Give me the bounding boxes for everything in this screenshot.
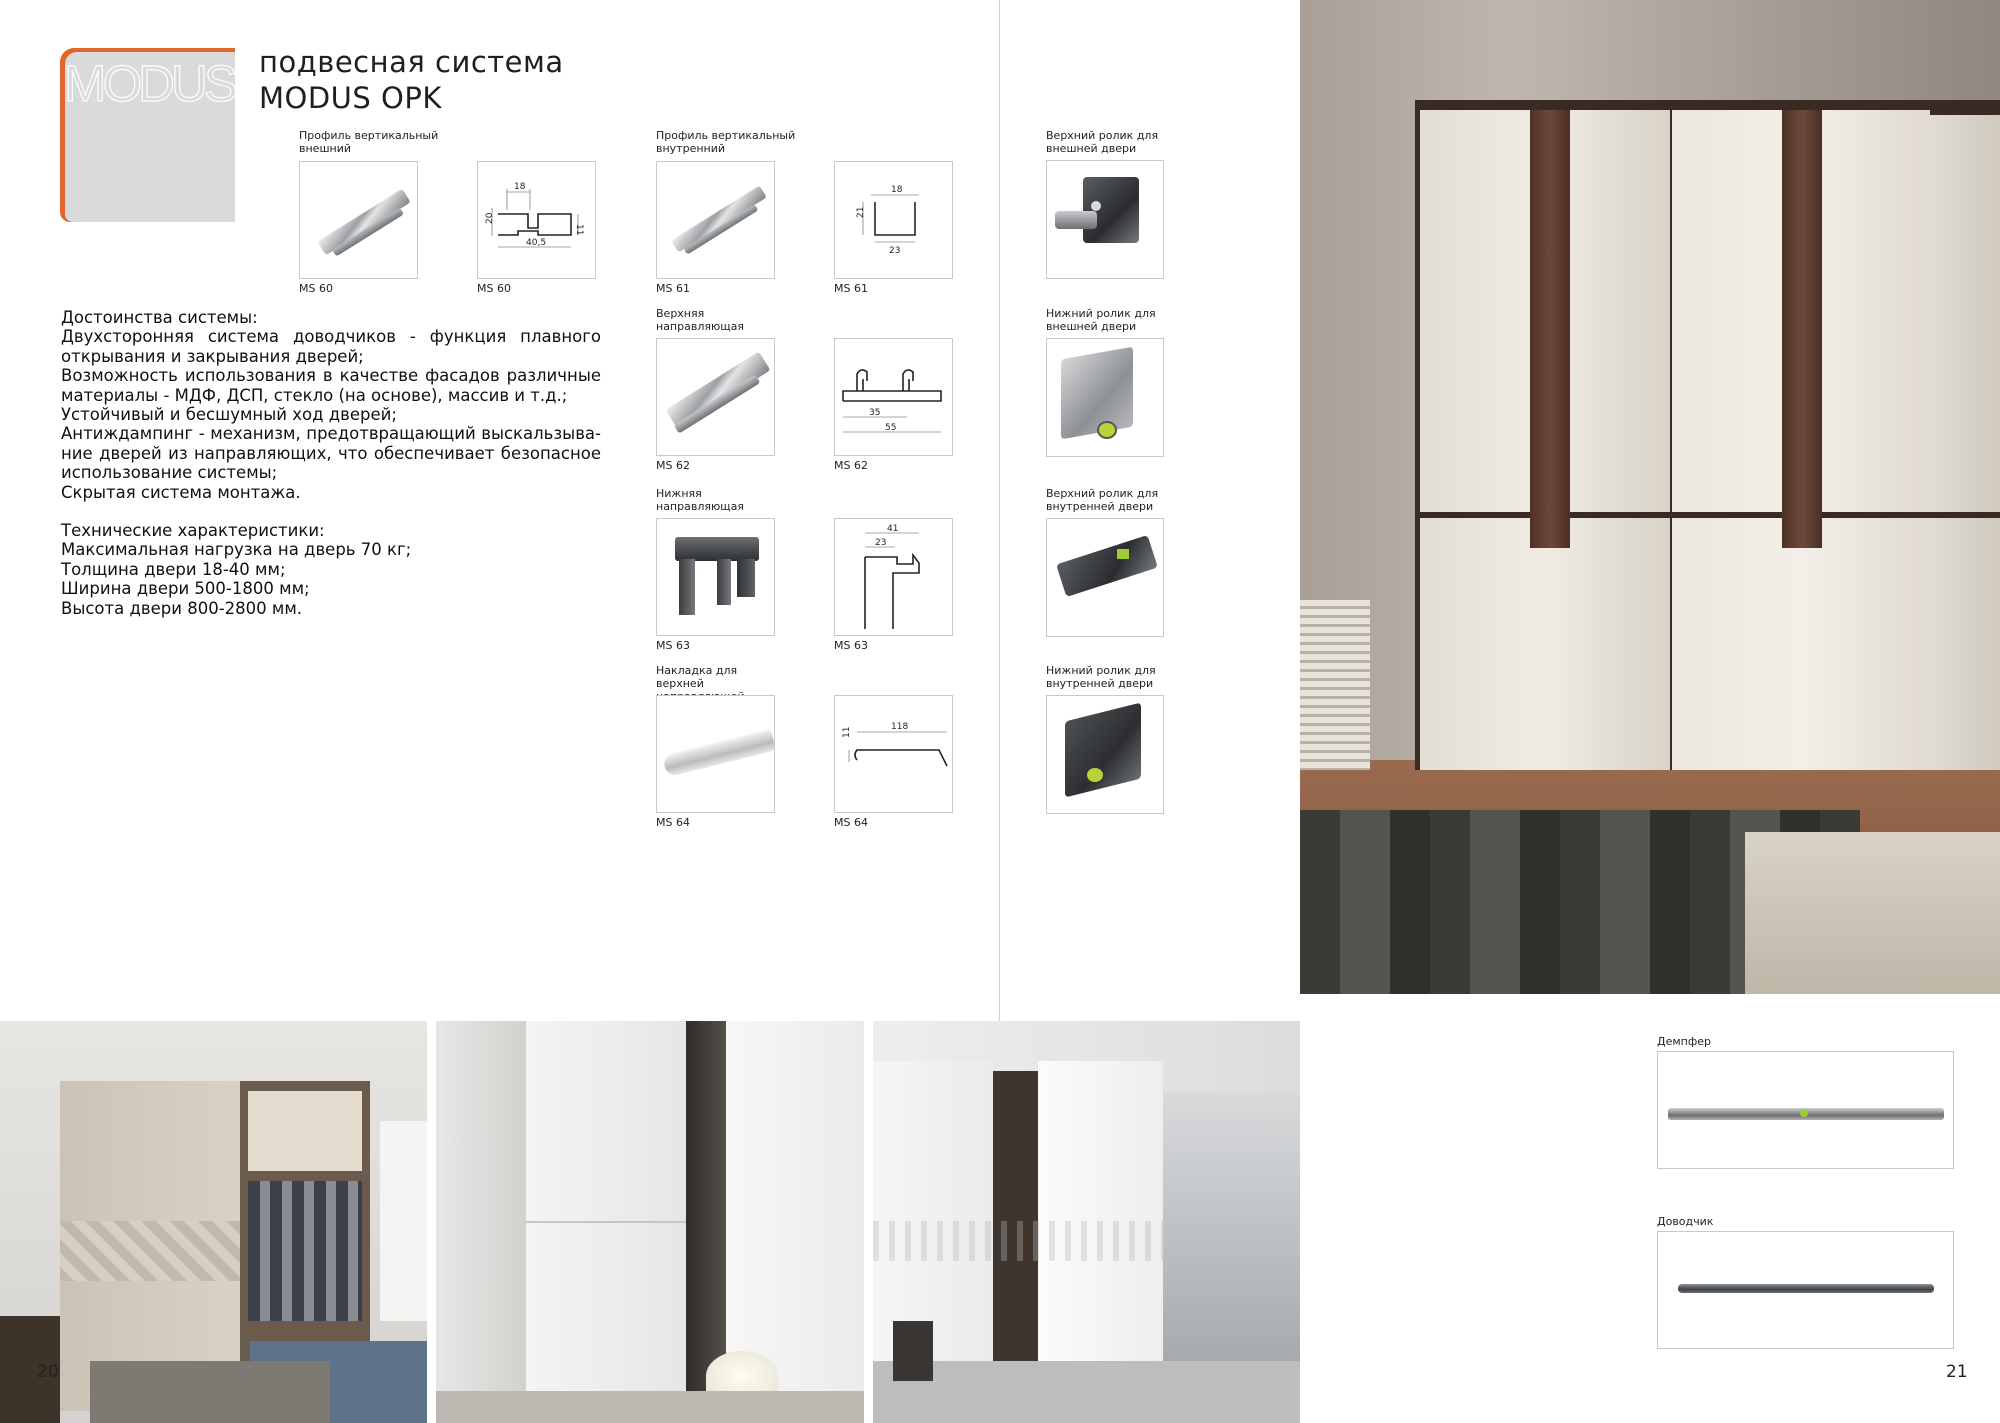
ms64-photo — [656, 695, 775, 813]
advantage-item: Двухсторонняя система доводчиков - функция плавного открывания и закрывания дверей; — [61, 327, 601, 366]
label-roller-bottom-outer: Нижний ролик для внешней двери — [1046, 307, 1156, 333]
dim-text: 11 — [574, 224, 584, 236]
specs-title: Технические характеристики: — [61, 521, 325, 541]
system-description — [61, 308, 601, 618]
ms60-photo — [299, 161, 418, 279]
page-number-right: 21 — [1946, 1362, 1968, 1382]
ms63-drawing-code: MS 63 — [834, 639, 868, 652]
roller-top-outer-photo — [1046, 160, 1164, 279]
ms61-photo-code: MS 61 — [656, 282, 690, 295]
dim-text: 35 — [869, 408, 881, 418]
title-line-2: MODUS OPK — [259, 81, 442, 115]
dim-text: 41 — [887, 524, 899, 534]
ms62-photo-code: MS 62 — [656, 459, 690, 472]
dim-text: 11 — [842, 726, 852, 738]
label-roller-top-outer: Верхний ролик для внешней двери — [1046, 129, 1159, 155]
advantage-item: Антиждампинг - механизм, предотвращающий выскальзыва-ние дверей из направляющих, что обеспечивает безопасное использование системы; — [61, 424, 601, 483]
dim-text: 55 — [885, 423, 897, 433]
dim-text: 18 — [514, 182, 526, 192]
spec-item: Максимальная нагрузка на дверь 70 кг; — [61, 540, 412, 560]
damper-photo — [1657, 1051, 1954, 1169]
roller-bottom-inner-photo — [1046, 695, 1164, 814]
label-ms60: Профиль вертикальный внешний — [299, 129, 439, 155]
wardrobe-photo-open — [873, 1021, 1300, 1423]
label-roller-top-inner: Верхний ролик для внутренней двери — [1046, 487, 1159, 513]
spec-item: Толщина двери 18-40 мм; — [61, 559, 286, 579]
ms60-profile-drawing — [478, 162, 596, 279]
ms62-drawing — [834, 338, 953, 456]
advantage-item: Устойчивый и бесшумный ход дверей; — [61, 405, 397, 425]
advantage-item: Возможность использования в качестве фасадов различные материалы - МДФ, ДСП, стекло (на основе), массив и т.д.; — [61, 366, 601, 405]
logo-text: MODUS — [64, 55, 234, 112]
label-ms64: Накладка для верхней — [656, 664, 738, 690]
ms61-profile-drawing — [835, 162, 953, 279]
ms62-profile-drawing — [835, 339, 953, 456]
title-line-1: подвесная система — [259, 45, 564, 79]
label-closer: Доводчик — [1657, 1215, 1714, 1228]
ms60-drawing-code: MS 60 — [477, 282, 511, 295]
ms64-photo-code: MS 64 — [656, 816, 690, 829]
ms63-photo — [656, 518, 775, 636]
ms63-photo-code: MS 63 — [656, 639, 690, 652]
spec-item: Ширина двери 500-1800 мм; — [61, 579, 310, 599]
modus-logo — [60, 48, 235, 222]
dim-text: 18 — [891, 185, 903, 195]
label-ms63: Нижняя направляющая — [656, 487, 744, 513]
ms64-drawing-code: MS 64 — [834, 816, 868, 829]
wardrobe-photo-main — [1300, 0, 2000, 994]
ms60-drawing — [477, 161, 596, 279]
ms64-profile-drawing — [835, 696, 953, 813]
page-number-left: 20 — [37, 1362, 59, 1382]
label-roller-bottom-inner: Нижний ролик для внутренней двери — [1046, 664, 1156, 690]
page-title — [259, 44, 564, 116]
ms63-profile-drawing — [835, 519, 953, 636]
ms63-drawing — [834, 518, 953, 636]
label-ms61: Профиль вертикальный внутренний — [656, 129, 796, 155]
wardrobe-photo-white-gloss — [436, 1021, 864, 1423]
ms62-photo — [656, 338, 775, 456]
advantage-item: Скрытая система монтажа. — [61, 482, 301, 502]
dim-text: 23 — [889, 246, 901, 256]
dim-text: 40,5 — [526, 238, 547, 248]
roller-top-inner-photo — [1046, 518, 1164, 637]
dim-text: 20 — [485, 212, 495, 224]
dim-text: 21 — [856, 206, 866, 218]
dim-text: 23 — [875, 538, 887, 548]
ms60-photo-code: MS 60 — [299, 282, 333, 295]
wardrobe-photo-bedroom — [0, 1021, 427, 1423]
closer-photo — [1657, 1231, 1954, 1349]
label-damper: Демпфер — [1657, 1035, 1712, 1048]
advantages-title: Достоинства системы: — [61, 308, 258, 327]
ms61-drawing-code: MS 61 — [834, 282, 868, 295]
label-ms62: Верхняя направляющая — [656, 307, 744, 333]
ms64-drawing — [834, 695, 953, 813]
ms62-drawing-code: MS 62 — [834, 459, 868, 472]
ms61-drawing — [834, 161, 953, 279]
dim-text: 118 — [891, 722, 909, 732]
roller-bottom-outer-photo — [1046, 338, 1164, 457]
spec-item: Высота двери 800-2800 мм. — [61, 598, 303, 618]
ms61-photo — [656, 161, 775, 279]
